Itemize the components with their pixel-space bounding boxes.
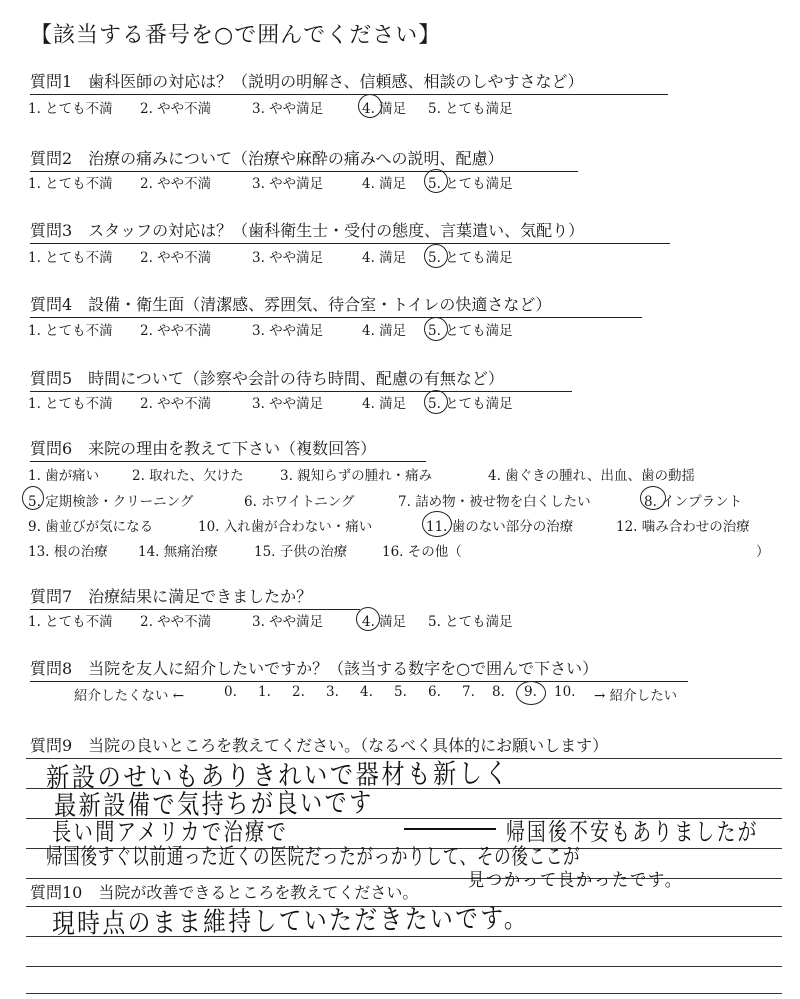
scale-left-label: 紹介したくない ← [74,688,185,704]
option-4[interactable]: 4. 満足 [362,323,407,339]
reason-11[interactable]: 11. 歯のない部分の治療 [426,519,574,535]
q9-handwriting-line-6: 見つかって良かったです。 [468,870,683,891]
question-6-row-1 [28,464,788,484]
question-6-row-3 [28,515,788,535]
scale-4[interactable]: 4. [360,684,373,700]
option-3[interactable]: 3. やや満足 [252,250,324,266]
option-1[interactable]: 1. とても不満 [28,101,113,117]
reason-2[interactable]: 2. 取れた、欠けた [132,468,244,484]
question-5-options [28,392,588,412]
option-1[interactable]: 1. とても不満 [28,323,113,339]
option-5[interactable]: 5. とても満足 [428,396,513,412]
option-3[interactable]: 3. やや満足 [252,176,324,192]
answer-circle-q4 [424,317,448,341]
question-4-heading: 質問4 設備・衛生面（清潔感、雰囲気、待合室・トイレの快適さなど） [30,292,642,318]
reason-14[interactable]: 14. 無痛治療 [138,544,218,560]
q9-handwriting-line-1: 新設のせいもありきれいで器材も新しく [45,758,511,794]
q10-handwriting: 現時点のまま維持していただきたいです。 [51,903,530,940]
question-8-scale [74,684,714,704]
answer-circle-q8 [516,681,546,705]
other-close-paren: ） [756,544,770,560]
question-6-heading: 質問6 来院の理由を教えて下さい（複数回答） [30,436,426,462]
reason-10[interactable]: 10. 入れ歯が合わない・痛い [198,519,373,535]
option-3[interactable]: 3. やや満足 [252,396,324,412]
option-4[interactable]: 4. 満足 [362,176,407,192]
form-title: 【該当する番号を○で囲んでください】 [30,23,442,48]
reason-12[interactable]: 12. 噛み合わせの治療 [616,519,750,535]
question-6-row-2 [28,490,788,510]
option-3[interactable]: 3. やや満足 [252,323,324,339]
answer-circle-q7 [356,607,380,631]
answer-circle-q1 [358,94,382,118]
reason-13[interactable]: 13. 根の治療 [28,544,108,560]
question-3-options [28,246,588,266]
reason-9[interactable]: 9. 歯並びが気になる [28,519,154,535]
scale-0[interactable]: 0. [224,684,237,700]
question-7-options [28,610,588,630]
scale-7[interactable]: 7. [462,684,475,700]
question-6-row-4 [28,540,788,560]
q9-handwriting-line-3: 長い間アメリカで治療で [52,818,289,846]
reason-1[interactable]: 1. 歯が痛い [28,468,100,484]
option-4[interactable]: 4. 満足 [362,101,407,117]
option-2[interactable]: 2. やや不満 [140,396,212,412]
scale-8[interactable]: 8. [492,684,505,700]
option-3[interactable]: 3. やや満足 [252,614,324,630]
option-4[interactable]: 4. 満足 [362,614,407,630]
reason-15[interactable]: 15. 子供の治療 [254,544,348,560]
question-4-options [28,319,588,339]
option-4[interactable]: 4. 満足 [362,396,407,412]
answer-circle-q5 [424,390,448,414]
option-4[interactable]: 4. 満足 [362,250,407,266]
scale-6[interactable]: 6. [428,684,441,700]
option-2[interactable]: 2. やや不満 [140,101,212,117]
reason-5[interactable]: 5. 定期検診・クリーニング [28,494,194,510]
answer-circle-q6-11 [422,511,452,537]
option-2[interactable]: 2. やや不満 [140,323,212,339]
option-5[interactable]: 5. とても満足 [428,176,513,192]
question-1-options [28,97,588,117]
question-2-options [28,172,588,192]
scale-5[interactable]: 5. [394,684,407,700]
option-1[interactable]: 1. とても不満 [28,176,113,192]
option-1[interactable]: 1. とても不満 [28,250,113,266]
reason-4[interactable]: 4. 歯ぐきの腫れ、出血、歯の動揺 [488,468,695,484]
option-5[interactable]: 5. とても満足 [428,101,513,117]
question-9-heading: 質問9 当院の良いところを教えてください。（なるべく具体的にお願いします） [30,736,609,755]
scale-right-label: → 紹介したい [594,688,678,704]
reason-7[interactable]: 7. 詰め物・被せ物を白くしたい [398,494,591,510]
scale-3[interactable]: 3. [326,684,339,700]
reason-3[interactable]: 3. 親知らずの腫れ・痛み [280,468,433,484]
reason-16[interactable]: 16. その他（ [382,544,462,560]
question-2-heading: 質問2 治療の痛みについて（治療や麻酔の痛みへの説明、配慮） [30,146,578,172]
option-2[interactable]: 2. やや不満 [140,614,212,630]
option-1[interactable]: 1. とても不満 [28,396,113,412]
question-7-heading: 質問7 治療結果に満足できましたか？ [30,584,360,610]
answer-line-9 [26,993,782,994]
q9-handwriting-line-4: 帰国後不安もありましたが [506,818,759,846]
answer-circle-q6-8 [640,486,666,510]
question-5-heading: 質問5 時間について（診察や会計の待ち時間、配慮の有無など） [30,366,572,392]
q9-handwriting-line-2: 最新設備で気持ちが良いです [53,787,374,822]
scale-2[interactable]: 2. [292,684,305,700]
reason-6[interactable]: 6. ホワイトニング [244,494,355,510]
option-3[interactable]: 3. やや満足 [252,101,324,117]
scale-1[interactable]: 1. [258,684,271,700]
question-10-heading: 質問10 当院が改善できるところを教えてください。 [30,883,419,902]
question-3-heading: 質問3 スタッフの対応は？（歯科衛生士・受付の態度、言葉遣い、気配り） [30,218,670,244]
crossed-out-text [404,828,496,830]
question-1-heading: 質問1 歯科医師の対応は？（説明の明解さ、信頼感、相談のしやすさなど） [30,69,668,95]
answer-circle-q2 [424,169,448,193]
reason-8[interactable]: 8. インプラント [644,494,743,510]
answer-circle-q6-5 [22,486,44,510]
option-5[interactable]: 5. とても満足 [428,323,513,339]
question-8-heading: 質問8 当院を友人に紹介したいですか？（該当する数字を○で囲んで下さい） [30,656,688,682]
option-1[interactable]: 1. とても不満 [28,614,113,630]
scale-10[interactable]: 10. [554,684,576,700]
option-2[interactable]: 2. やや不満 [140,250,212,266]
scale-9[interactable]: 9. [524,684,537,700]
answer-circle-q3 [424,244,448,268]
q9-handwriting-line-5: 帰国後すぐ以前通った近くの医院だったがっかりして、その後ここが [46,845,581,870]
answer-line-8 [26,966,782,967]
option-5[interactable]: 5. とても満足 [428,614,513,630]
option-2[interactable]: 2. やや不満 [140,176,212,192]
option-5[interactable]: 5. とても満足 [428,250,513,266]
